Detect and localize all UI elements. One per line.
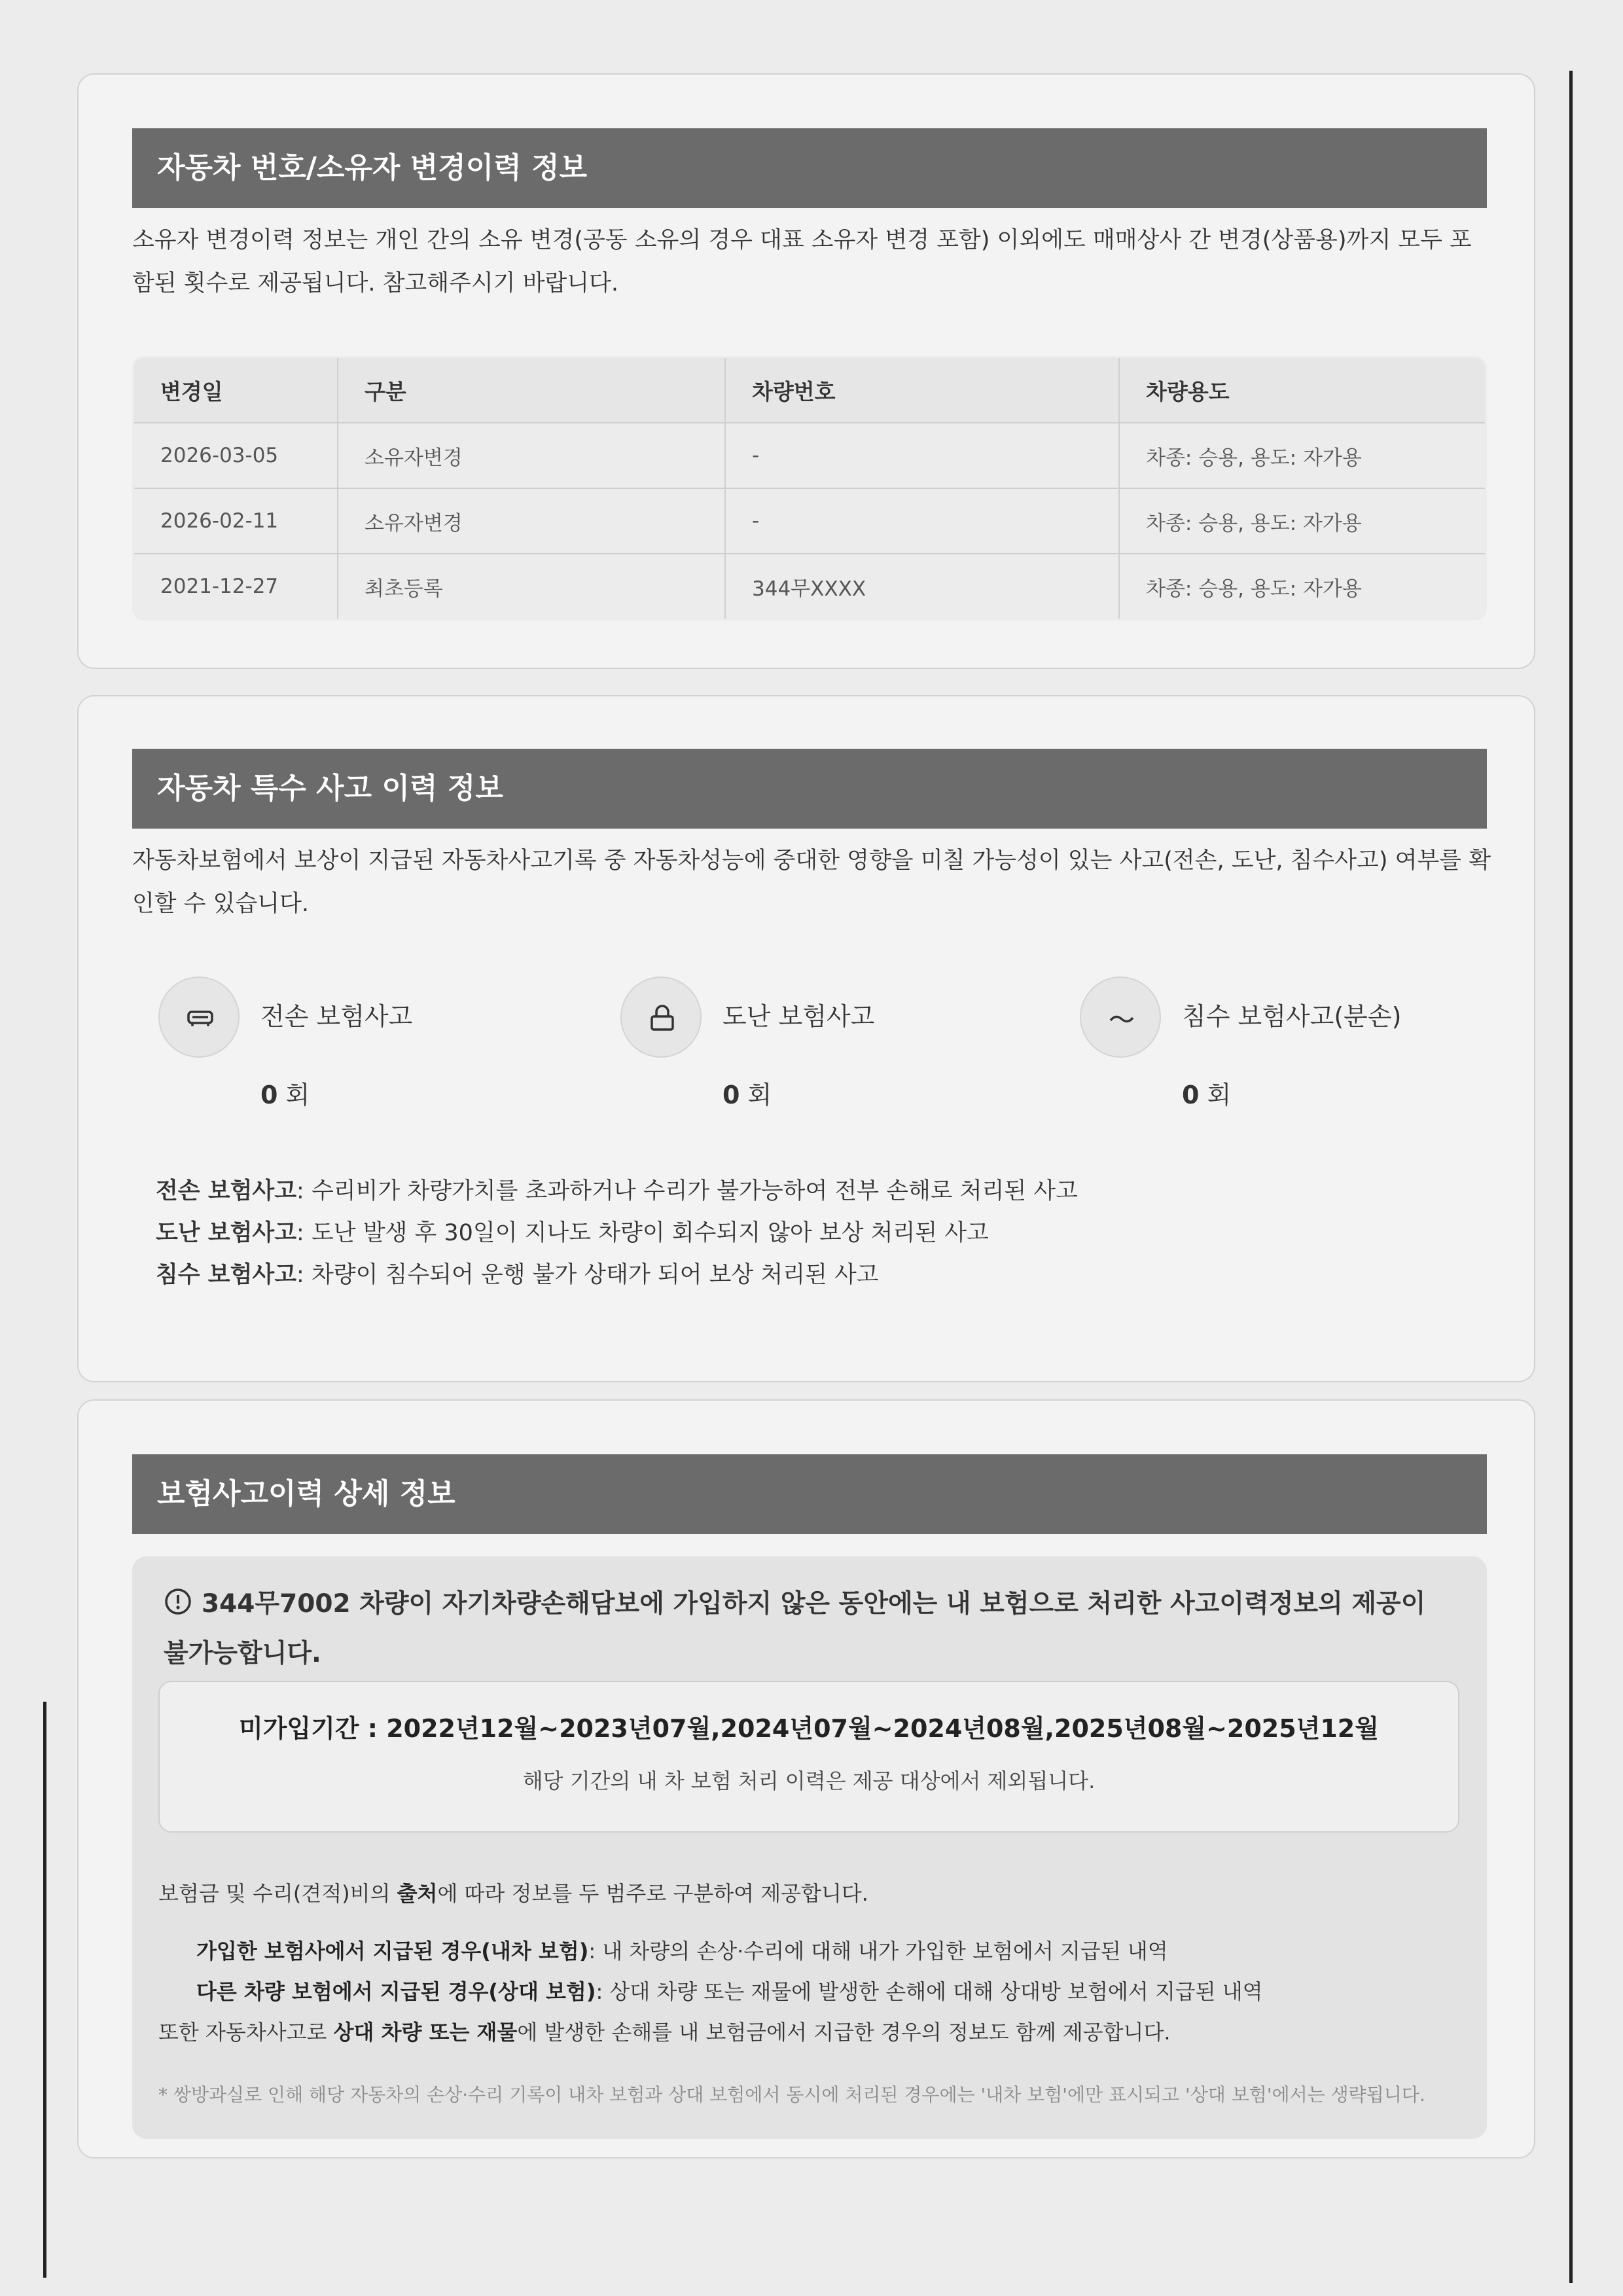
accident-count: 0 회 xyxy=(260,1081,310,1109)
unsubscribed-period-note: 해당 기간의 내 차 보험 처리 이력은 제공 대상에서 제외됩니다. xyxy=(522,1768,1096,1793)
table-row xyxy=(134,423,1486,488)
section-title: 보험사고이력 상세 정보 xyxy=(132,1454,1487,1534)
own-insurance-line: 가입한 보험사에서 지급된 경우(내차 보험): 내 차량의 손상·수리에 대해 내가 가입한 보험에서 지급된 내역 xyxy=(196,1939,1168,1964)
page-edge-left xyxy=(43,1702,46,2278)
accident-label: 침수 보험사고(분손) xyxy=(1182,1002,1402,1031)
table-row xyxy=(134,488,1486,554)
notice-text: 344무7002 차량이 자기차량손해담보에 가입하지 않은 동안에는 내 보험으로 처리한 사고이력정보의 제공이 불가능합니다. xyxy=(164,1581,1446,1677)
accident-label: 도난 보험사고 xyxy=(722,1002,875,1031)
definition-line: 전손 보험사고: 수리비가 차량가치를 초과하거나 수리가 불가능하여 전부 손해로 처리된 사고 xyxy=(156,1178,1078,1204)
table-cell: 차종: 승용, 용도: 자가용 xyxy=(1119,554,1486,620)
unsubscribed-period: 미가입기간 : 2022년12월~2023년07월,2024년07월~2024년08월,2025년08월~2025년12월 xyxy=(239,1714,1379,1743)
column-header: 구분 xyxy=(338,357,725,423)
footnote: * 쌍방과실로 인해 해당 자동차의 손상·수리 기록이 내차 보험과 상대 보험에서 동시에 처리된 경우에는 '내차 보험'에만 표시되고 '상대 보험'에서는 생략됩니다. xyxy=(158,2084,1425,2106)
table-cell: 차종: 승용, 용도: 자가용 xyxy=(1119,423,1486,488)
change-history-card xyxy=(77,73,1535,669)
table-cell: - xyxy=(725,488,1119,554)
table-cell: 소유자변경 xyxy=(338,423,725,488)
section-title: 자동차 번호/소유자 변경이력 정보 xyxy=(132,128,1487,208)
accident-flood xyxy=(1080,977,1446,1134)
table-row xyxy=(134,554,1486,620)
table-cell: 차종: 승용, 용도: 자가용 xyxy=(1119,488,1486,554)
page-edge-right xyxy=(1569,71,1573,2283)
section-intro: 소유자 변경이력 정보는 개인 간의 소유 변경(공동 소유의 경우 대표 소유자 변경 포함) 이외에도 매매상사 간 변경(상품용)까지 모두 포함된 횟수로 제공됩니다. 참고해주시기 바랍니다. xyxy=(132,227,1472,296)
change-history-table xyxy=(132,356,1487,620)
table-cell: 2021-12-27 xyxy=(134,554,338,620)
car-icon xyxy=(158,977,240,1058)
section-intro: 자동차보험에서 보상이 지급된 자동차사고기록 중 자동차성능에 중대한 영향을 미칠 가능성이 있는 사고(전손, 도난, 침수사고) 여부를 확인할 수 있습니다. xyxy=(132,848,1491,917)
lock-icon xyxy=(620,977,702,1058)
special-accident-card xyxy=(77,695,1535,1382)
unsubscribed-period-box xyxy=(158,1681,1459,1833)
column-header: 차량용도 xyxy=(1119,357,1486,423)
accident-count: 0 회 xyxy=(1182,1081,1232,1109)
accident-total-loss xyxy=(158,977,525,1134)
definition-line: 침수 보험사고: 차량이 침수되어 운행 불가 상태가 되어 보상 처리된 사고 xyxy=(156,1262,879,1288)
accident-count: 0 회 xyxy=(722,1081,772,1109)
table-cell: 최초등록 xyxy=(338,554,725,620)
insurance-detail-card xyxy=(77,1399,1535,2159)
definition-line: 도난 보험사고: 도난 발생 후 30일이 지나도 차량이 회수되지 않아 보상 처리된 사고 xyxy=(156,1220,989,1246)
source-explanation: 보험금 및 수리(견적)비의 출처에 따라 정보를 두 범주로 구분하여 제공합니다. xyxy=(158,1881,868,1906)
table-header-row xyxy=(134,357,1486,423)
column-header: 차량번호 xyxy=(725,357,1119,423)
column-header: 변경일 xyxy=(134,357,338,423)
other-insurance-line: 다른 차량 보험에서 지급된 경우(상대 보험): 상대 차량 또는 재물에 발생한 손해에 대해 상대방 보험에서 지급된 내역 xyxy=(196,1979,1263,2004)
wave-icon xyxy=(1080,977,1161,1058)
accident-label: 전손 보험사고 xyxy=(260,1002,413,1031)
table-cell: - xyxy=(725,423,1119,488)
section-title: 자동차 특수 사고 이력 정보 xyxy=(132,749,1487,829)
table-cell: 소유자변경 xyxy=(338,488,725,554)
table-cell: 2026-02-11 xyxy=(134,488,338,554)
additional-info-line: 또한 자동차사고로 상대 차량 또는 재물에 발생한 손해를 내 보험금에서 지급한 경우의 정보도 함께 제공합니다. xyxy=(158,2020,1171,2045)
notice-box xyxy=(132,1556,1487,2139)
accident-theft xyxy=(620,977,987,1134)
table-cell: 344무XXXX xyxy=(725,554,1119,620)
table-cell: 2026-03-05 xyxy=(134,423,338,488)
info-icon xyxy=(164,1585,192,1631)
